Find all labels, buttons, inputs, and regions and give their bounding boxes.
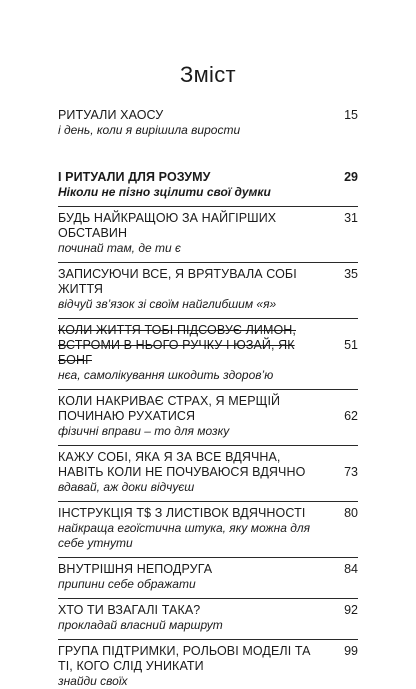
toc-entry[interactable] [58,104,358,138]
toc-entry-subtitle: найкраща егоїстична штука, яку можна для себе утнути [58,521,311,550]
toc-entry-subtitle: вдавай, аж доки відчуєш [58,480,195,494]
toc-entry-page: 51 [344,338,358,352]
toc-entry-page: 15 [344,108,358,122]
toc-entry[interactable] [58,598,358,633]
table-of-contents [58,104,358,689]
toc-entry[interactable] [58,445,358,495]
toc-entry-page: 80 [344,506,358,520]
toc-entry-subtitle: нєа, самолікування шкодить здоров’ю [58,368,274,382]
toc-entry-title: ІНСТРУКЦІЯ Т$ З ЛИСТІВОК ВДЯЧНОСТІ [58,506,306,520]
toc-entry-page: 84 [344,562,358,576]
toc-entry-title: КОЛИ ЖИТТЯ ТОБІ ПІДСОВУЄ ЛИМОН, ВСТРОМИ В НЬОГО РУЧКУ І ЮЗАЙ, ЯК БОНГ [58,323,296,367]
toc-entry[interactable] [58,501,358,551]
toc-section-title: І РИТУАЛИ ДЛЯ РОЗУМУ [58,170,211,184]
toc-section-subtitle: Ніколи не пізно зцілити свої думки [58,185,271,199]
toc-entry-title: КОЛИ НАКРИВАЄ СТРАХ, Я МЕРЩІЙ ПОЧИНАЮ РУХАТИСЯ [58,394,281,423]
page-title: Зміст [180,62,236,87]
toc-entry-page: 62 [344,409,358,423]
toc-entry-page: 35 [344,267,358,281]
toc-entry[interactable] [58,262,358,312]
toc-entry-subtitle: припини себе ображати [58,577,196,591]
toc-entry-title: БУДЬ НАЙКРАЩОЮ ЗА НАЙГІРШИХ ОБСТАВИН [58,211,277,240]
toc-entry-title: ВНУТРІШНЯ НЕПОДРУГА [58,562,213,576]
toc-entry[interactable] [58,206,358,256]
toc-entry[interactable] [58,639,358,689]
toc-entry-subtitle: фізичні вправи – то для мозку [58,424,230,438]
toc-entry-subtitle: і день, коли я вирішила вирости [58,123,241,137]
toc-entry-subtitle: прокладай власний маршрут [58,618,223,632]
toc-entry-title: РИТУАЛИ ХАОСУ [58,108,164,122]
toc-entry-title: ЗАПИСУЮЧИ ВСЕ, Я ВРЯТУВАЛА СОБІ ЖИТТЯ [58,267,297,296]
toc-section-page: 29 [344,170,358,184]
toc-entry-page: 99 [344,644,358,658]
toc-entry[interactable] [58,318,358,383]
toc-entry-page: 73 [344,465,358,479]
toc-entry[interactable] [58,557,358,592]
toc-entry-title: ГРУПА ПІДТРИМКИ, РОЛЬОВІ МОДЕЛІ ТА ТІ, КОГО СЛІД УНИКАТИ [58,644,311,673]
toc-entry[interactable] [58,389,358,439]
toc-entry-subtitle: починай там, де ти є [58,241,181,255]
toc-entry-title: КАЖУ СОБІ, ЯКА Я ЗА ВСЕ ВДЯЧНА, НАВІТЬ КОЛИ НЕ ПОЧУВАЮСЯ ВДЯЧНО [58,450,306,479]
toc-entry-title: ХТО ТИ ВЗАГАЛІ ТАКА? [58,603,201,617]
toc-entry-subtitle: знайди своїх [58,674,128,688]
toc-entry-subtitle: відчуй зв’язок зі своїм найглибшим «я» [58,297,277,311]
toc-entry-page: 92 [344,603,358,617]
toc-section-entry[interactable] [58,166,358,200]
toc-entry-page: 31 [344,211,358,225]
